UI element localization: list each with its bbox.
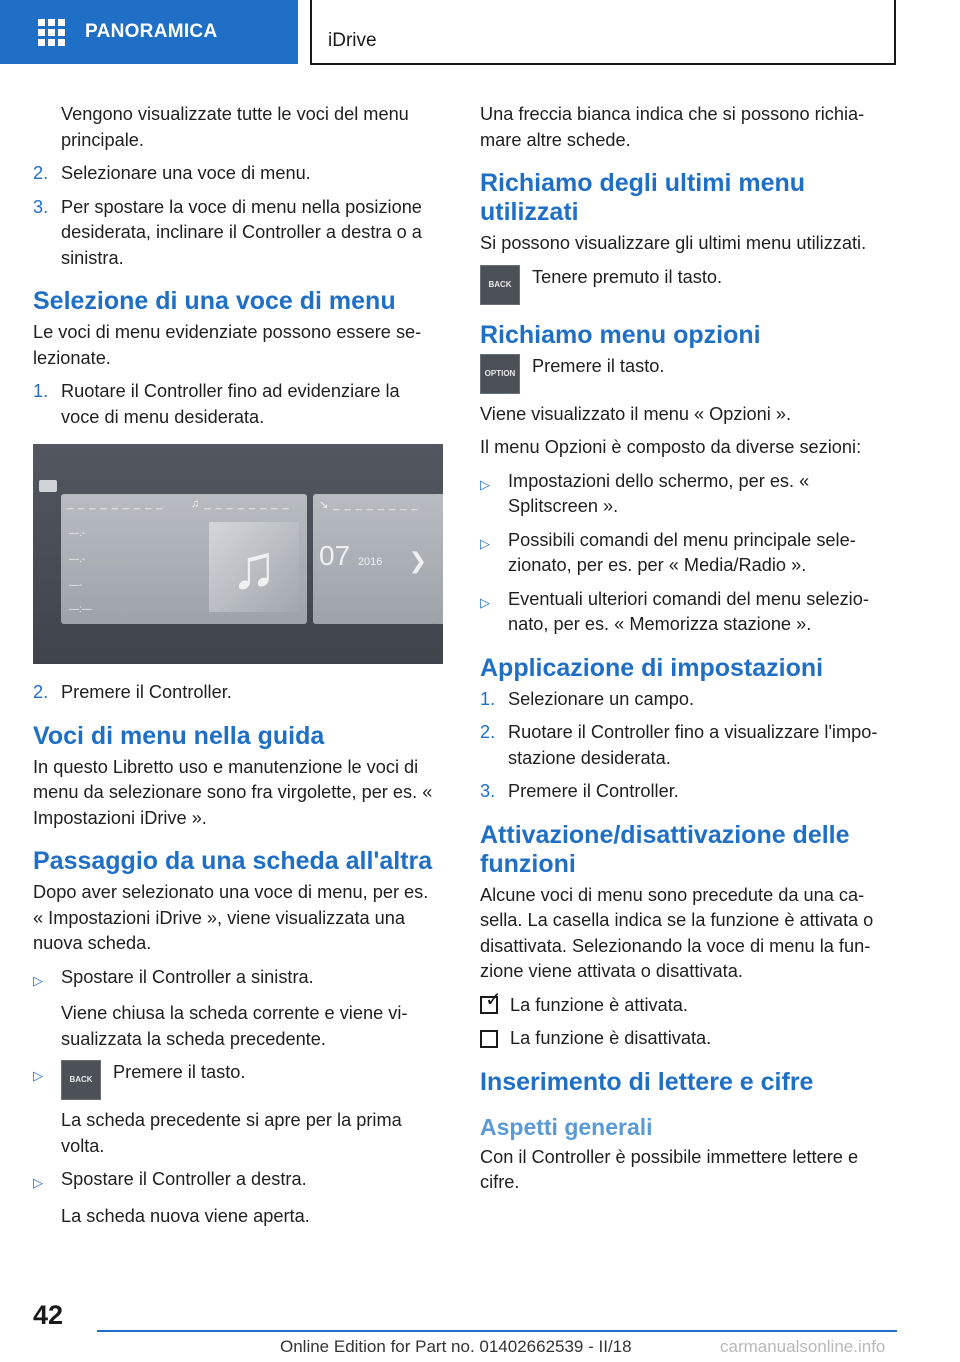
checkbox-legend-off: [480, 1026, 895, 1052]
music-note-icon: ♫: [209, 522, 299, 612]
paragraph: Vengono visualizzate tutte le voci del menu principale.: [61, 104, 409, 150]
date-day: 07: [319, 540, 351, 571]
bullet-subtext: La scheda nuova viene aperta.: [61, 1205, 310, 1226]
bullet-text: Premere il tasto.: [113, 1062, 246, 1082]
back-key-icon: BACK: [61, 1060, 101, 1100]
paragraph: Si possono visualizzare gli ultimi menu utilizzati.: [480, 233, 867, 253]
bullet-text: Impostazioni dello schermo, per es. « Splitscreen ».: [508, 470, 810, 516]
step-item: [33, 195, 443, 272]
step-text: Ruotare il Controller fino a visualizzare l'impo-stazione desiderata.: [508, 722, 878, 768]
watermark: carmanualsonline.info: [720, 1337, 886, 1356]
bullet-subtext: Viene chiusa la scheda corrente e viene vi-sualizzata la scheda precedente.: [61, 1003, 408, 1049]
menu-line: —.-: [69, 528, 86, 539]
menu-card-media: [185, 494, 307, 624]
bullet-item: [33, 1060, 443, 1100]
bullet-text: Spostare il Controller a sinistra.: [61, 966, 314, 987]
step-text: Selezionare una voce di menu.: [61, 163, 311, 183]
subheading-general: Aspetti generali: [480, 1113, 653, 1140]
step-item: [480, 720, 895, 771]
paragraph: Una freccia bianca indica che si possono richia-mare altre schede.: [480, 104, 865, 150]
step-text: Ruotare il Controller fino ad evidenziare la voce di menu desiderata.: [61, 381, 400, 427]
edition-note: Online Edition for Part no. 01402662539 - II/18: [280, 1337, 632, 1356]
section-title: iDrive: [328, 30, 377, 51]
triangle-bullet-icon: ▷: [33, 1068, 43, 1083]
triangle-bullet-icon: ▷: [33, 972, 43, 988]
step-item: [33, 161, 443, 187]
heading-toggle-functions: Attivazione/disattivazione delle funzioni: [480, 820, 850, 878]
bullet-text: Eventuali ulteriori comandi del menu selezio-nato, per es. « Memorizza stazione ».: [508, 588, 869, 634]
menu-line: —-: [69, 580, 83, 591]
heading-last-menus: Richiamo degli ultimi menu utilizzati: [480, 169, 806, 226]
triangle-bullet-icon: ▷: [480, 594, 490, 610]
step-item: [33, 379, 443, 430]
heading-apply-settings: Applicazione di impostazioni: [480, 653, 824, 682]
bullet-text: Spostare il Controller a destra.: [61, 1169, 307, 1189]
step-text: Premere il Controller.: [61, 682, 232, 702]
header-right-border: [894, 0, 896, 64]
key-instruction-text: Premere il tasto.: [532, 355, 665, 376]
triangle-bullet-icon: ▷: [480, 535, 490, 551]
step-text: Premere il Controller.: [508, 781, 679, 801]
date-year: 2016: [357, 556, 383, 568]
footer-rule: [97, 1330, 897, 1332]
option-key-icon: OPTION: [480, 354, 520, 394]
card-caption: _ _ _ _ _ _ _ _ _: [67, 498, 164, 510]
checkbox-legend-text: La funzione è attivata.: [510, 994, 688, 1015]
heading-options-menu: Richiamo menu opzioni: [480, 320, 761, 349]
step-number: 3.: [480, 781, 496, 801]
bullet-item: [480, 528, 895, 579]
overview-tab-label: PANORAMICA: [85, 21, 218, 42]
right-column: [480, 102, 895, 1204]
chevron-right-icon: ❯: [408, 548, 427, 573]
menu-line: —.-: [69, 554, 86, 565]
paragraph: Alcune voci di menu sono precedute da una ca-sella. La casella indica se la funzione è attivata o disattivata. Selezionando la voce di menu la fun-zione viene attivata o disattivata.: [480, 884, 874, 981]
bullet-item: [480, 469, 895, 520]
paragraph: Dopo aver selezionato una voce di menu, per es. « Impostazioni iDrive », viene visualizzata una nuova scheda.: [33, 882, 429, 953]
heading-switch-tabs: Passaggio da una scheda all'altra: [33, 847, 433, 875]
bullet-item: [33, 1167, 443, 1196]
paragraph: Le voci di menu evidenziate possono essere se-lezionate.: [33, 322, 422, 368]
heading-select-menu-item: Selezione di una voce di menu: [33, 287, 396, 315]
date-display: [319, 540, 382, 572]
step-number: 2.: [33, 163, 49, 183]
checkbox-legend-on: [480, 989, 895, 1019]
left-column: [33, 102, 443, 1237]
card-caption: ♫ _ _ _ _ _ _ _ _: [191, 498, 290, 510]
grid-icon: [38, 19, 65, 46]
step-number: 1.: [480, 688, 496, 709]
step-number: 2.: [33, 682, 49, 702]
step-item: [33, 680, 443, 706]
heading-menu-items-guide: Voci di menu nella guida: [33, 721, 325, 750]
card-caption: ↘ _ _ _ _ _ _ _ _: [319, 499, 419, 511]
checkbox-legend-text: La funzione è disattivata.: [510, 1028, 712, 1048]
paragraph: Viene visualizzato il menu « Opzioni ».: [480, 403, 792, 424]
key-instruction: [480, 354, 895, 394]
overview-tab[interactable]: [0, 0, 298, 64]
key-instruction-text: Tenere premuto il tasto.: [532, 266, 723, 287]
step-text: Per spostare la voce di menu nella posizione desiderata, inclinare il Controller a destra o a sinistra.: [61, 196, 422, 268]
header-divider: [310, 0, 312, 64]
menu-line: —:—: [69, 604, 92, 615]
checkbox-checked-icon: ✓: [480, 996, 498, 1014]
step-number: 2.: [480, 722, 496, 742]
triangle-bullet-icon: ▷: [480, 476, 490, 492]
back-key-icon: BACK: [480, 265, 520, 305]
idrive-screen-image: [33, 444, 443, 664]
paragraph: Con il Controller è possibile immettere lettere e cifre.: [480, 1146, 859, 1192]
bullet-item: [33, 965, 443, 994]
step-item: [480, 687, 895, 713]
bullet-subtext: La scheda precedente si apre per la prima volta.: [61, 1110, 402, 1156]
menu-card-partial: [431, 494, 443, 624]
heading-enter-letters: Inserimento di lettere e cifre: [480, 1067, 814, 1096]
step-item: [480, 779, 895, 805]
step-number: 3.: [33, 196, 49, 217]
menu-card-settings: [61, 494, 195, 624]
key-instruction: [480, 265, 895, 305]
home-icon: [39, 480, 57, 492]
step-text: Selezionare un campo.: [508, 688, 695, 709]
step-number: 1.: [33, 381, 49, 401]
triangle-bullet-icon: ▷: [33, 1175, 43, 1190]
paragraph: In questo Libretto uso e manutenzione le voci di menu da selezionare sono fra virgolette, per es. « Impostazioni iDrive ».: [33, 756, 433, 828]
paragraph: Il menu Opzioni è composto da diverse sezioni:: [480, 437, 862, 457]
page-number: 42: [33, 1300, 64, 1330]
bullet-item: [480, 587, 895, 638]
bullet-text: Possibili comandi del menu principale sele-zionato, per es. per « Media/Radio ».: [508, 529, 856, 575]
header-rule: [310, 63, 896, 65]
checkbox-unchecked-icon: [480, 1030, 498, 1048]
